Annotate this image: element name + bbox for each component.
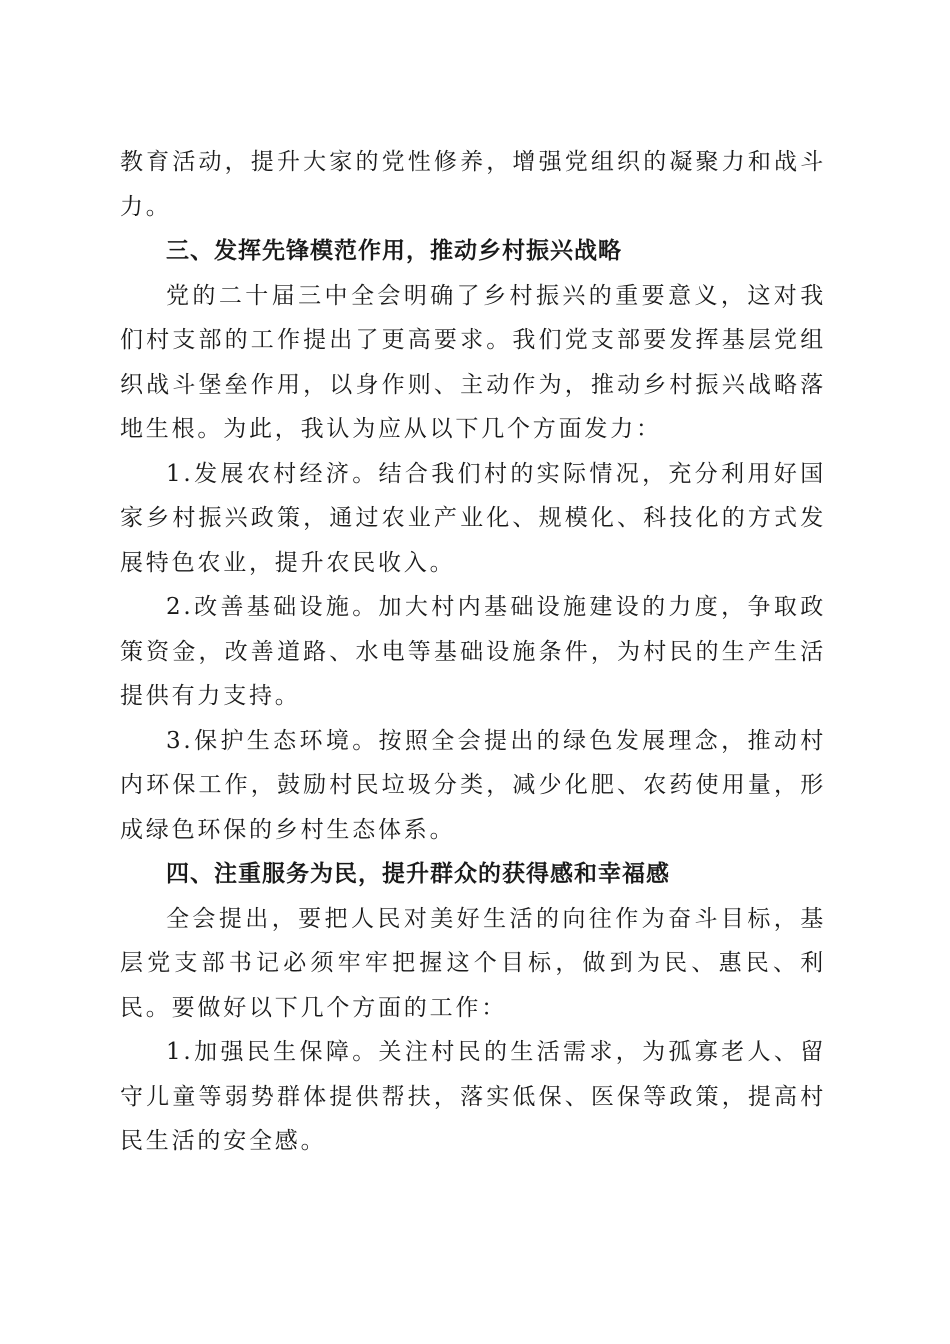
paragraph-service-intro: 全会提出，要把人民对美好生活的向往作为奋斗目标，基层党支部书记必须牢牢把握这个目标，做到为民、惠民、利民。要做好以下几个方面的工作： [120, 905, 826, 1021]
section-heading-3: 三、发挥先锋模范作用，推动乡村振兴战略 [166, 238, 622, 264]
paragraph-continuation: 教育活动，提升大家的党性修养，增强党组织的凝聚力和战斗力。 [120, 149, 826, 220]
list-item-economy: 1.发展农村经济。结合我们村的实际情况，充分利用好国家乡村振兴政策，通过农业产业化、规模化、科技化的方式发展特色农业，提升农民收入。 [120, 460, 826, 576]
paragraph-rural-revitalization-intro: 党的二十届三中全会明确了乡村振兴的重要意义，这对我们村支部的工作提出了更高要求。我们党支部要发挥基层党组织战斗堡垒作用，以身作则、主动作为，推动乡村振兴战略落地生根。为此，我认为应从以下几个方面发力： [120, 282, 826, 442]
document-body [120, 140, 826, 1164]
list-item-infrastructure: 2.改善基础设施。加大村内基础设施建设的力度，争取政策资金，改善道路、水电等基础设施条件，为村民的生产生活提供有力支持。 [120, 594, 826, 709]
section-heading-4: 四、注重服务为民，提升群众的获得感和幸福感 [166, 861, 670, 887]
list-item-livelihood: 1.加强民生保障。关注村民的生活需求，为孤寡老人、留守儿童等弱势群体提供帮扶，落实低保、医保等政策，提高村民生活的安全感。 [120, 1039, 826, 1154]
list-item-environment: 3.保护生态环境。按照全会提出的绿色发展理念，推动村内环保工作，鼓励村民垃圾分类，减少化肥、农药使用量，形成绿色环保的乡村生态体系。 [120, 727, 826, 843]
